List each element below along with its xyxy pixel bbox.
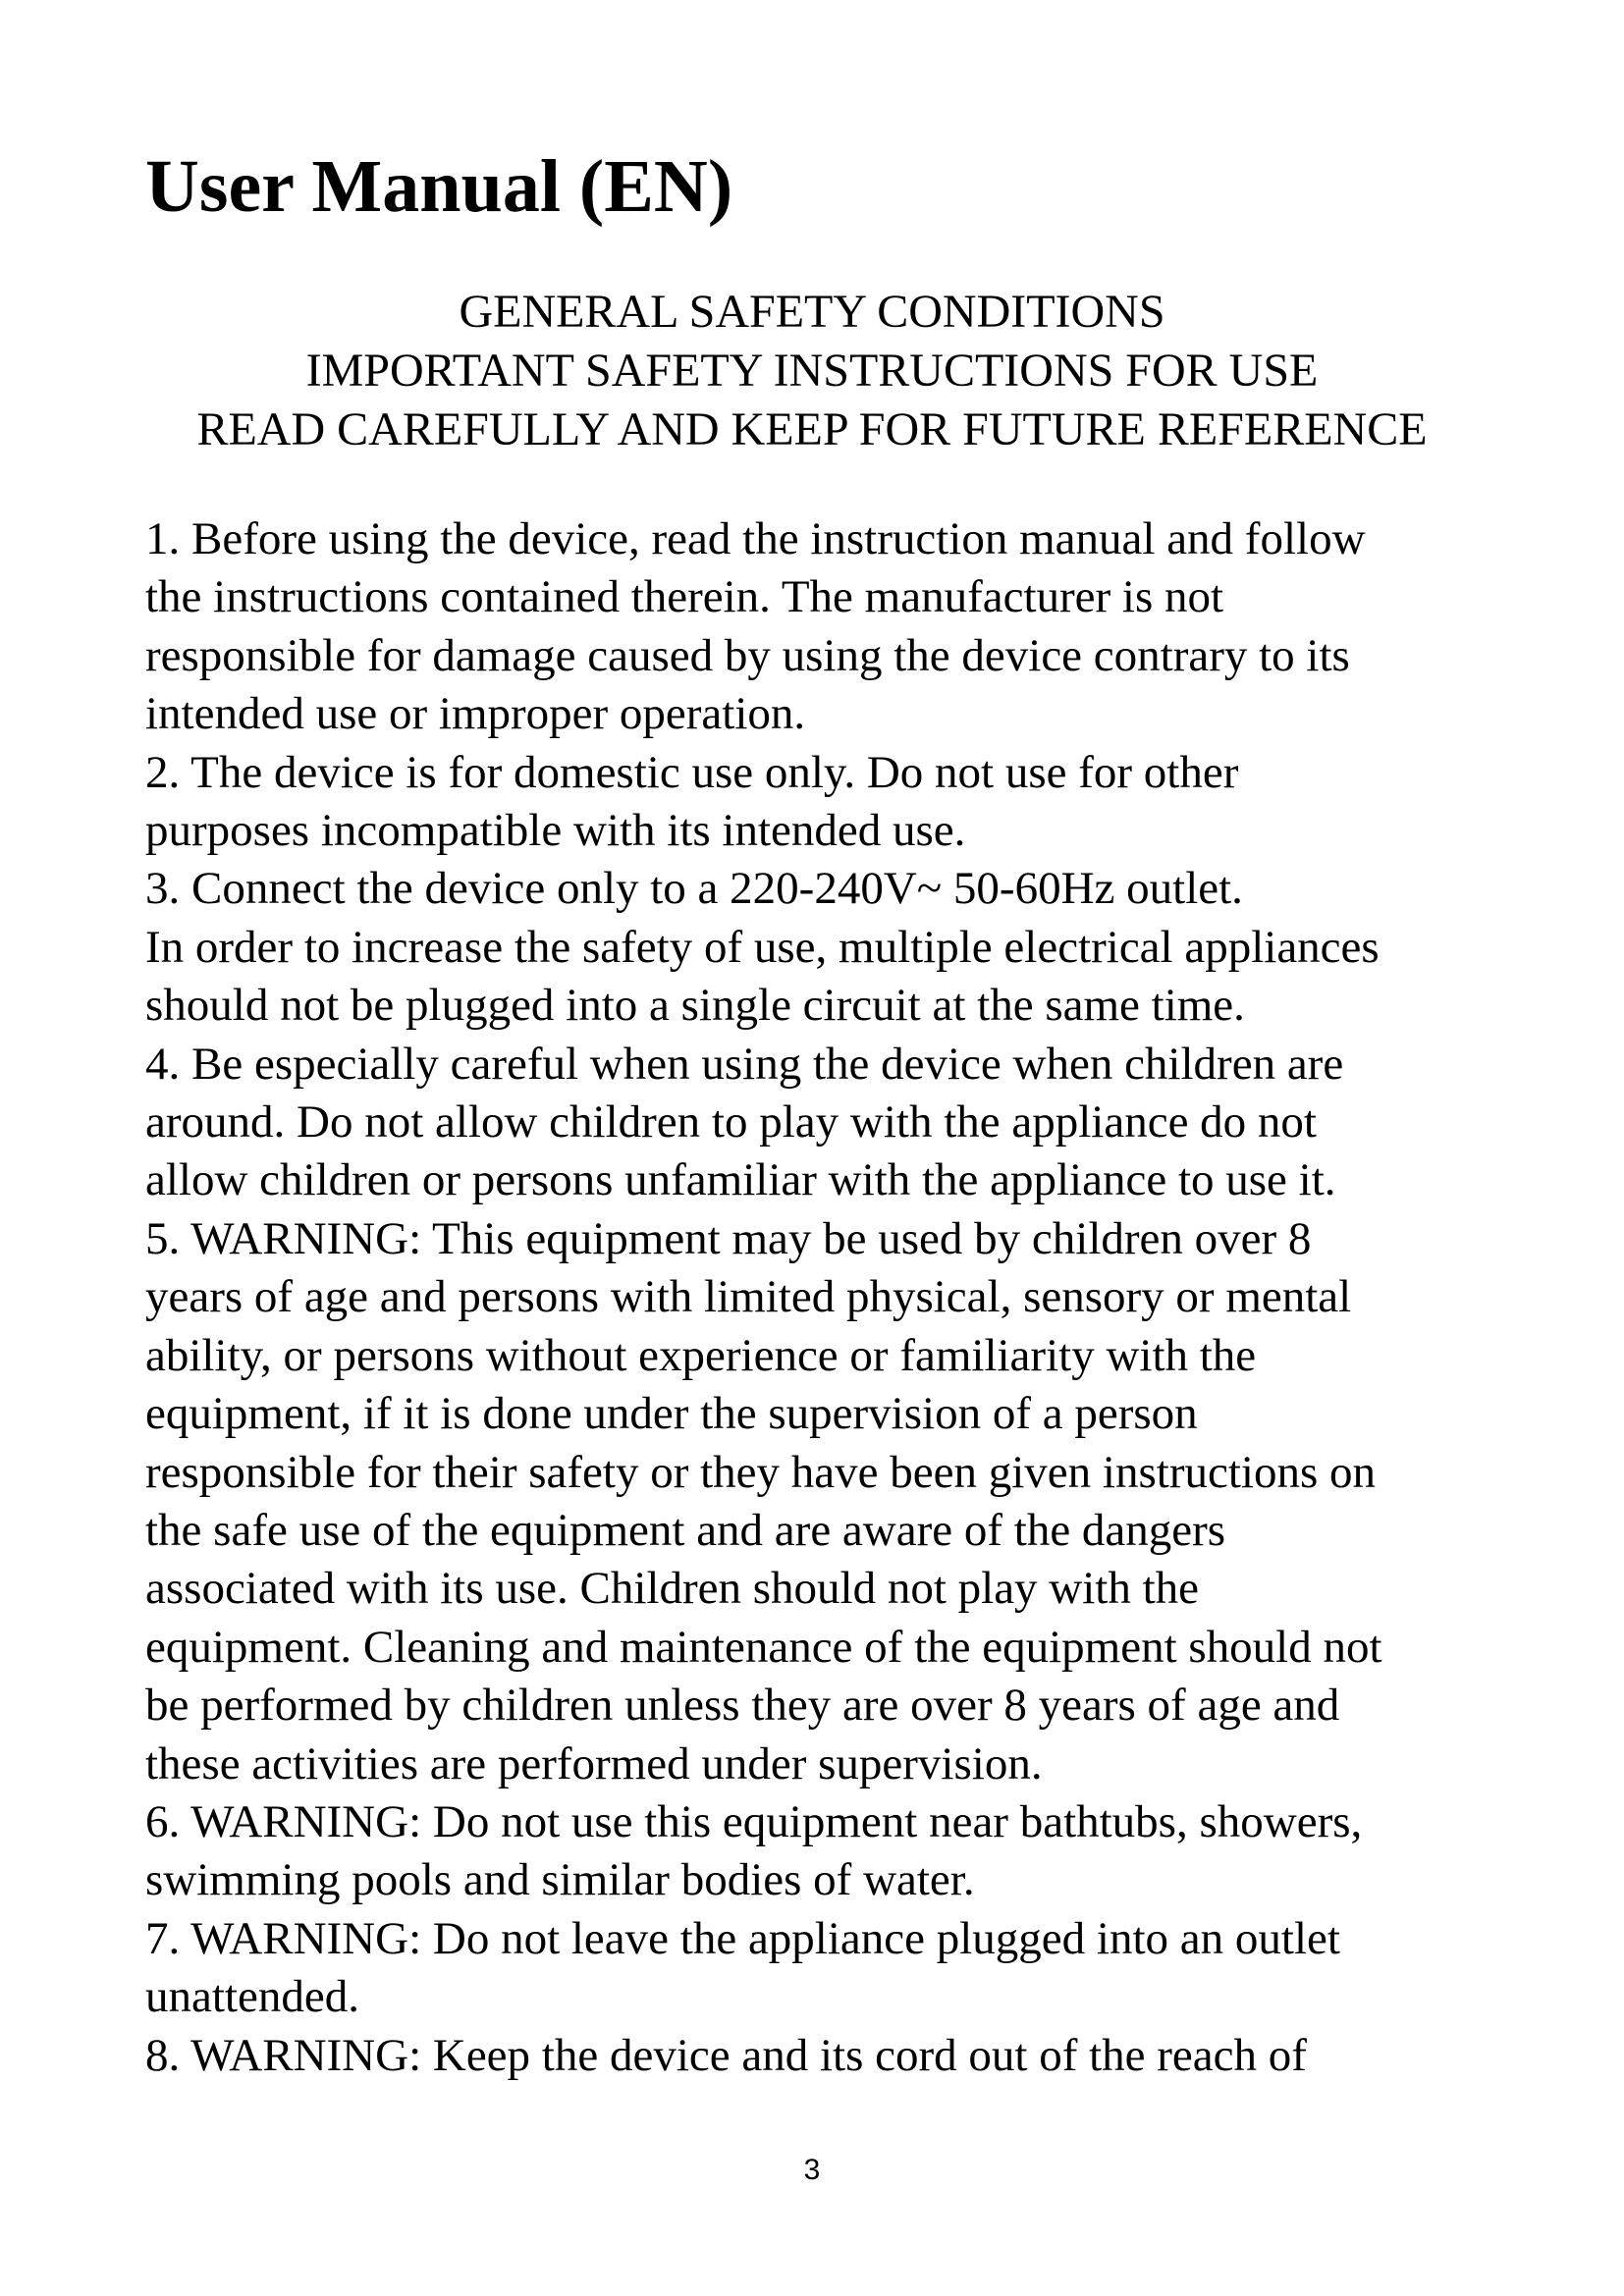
safety-headings	[98, 283, 1526, 459]
text-line: associated with its use. Children should not play with the	[145, 1563, 1200, 1615]
text-line: years of age and persons with limited physical, sensory or mental	[145, 1271, 1352, 1323]
text-line: 2. The device is for domestic use only. Do not use for other	[145, 746, 1239, 798]
text-line: 6. WARNING: Do not use this equipment near bathtubs, showers,	[145, 1795, 1363, 1847]
text-line: 3. Connect the device only to a 220-240V~ 50-60Hz outlet.	[145, 863, 1243, 915]
text-line: purposes incompatible with its intended use.	[145, 805, 966, 857]
text-line: the safe use of the equipment and are aware of the dangers	[145, 1504, 1226, 1556]
safety-instructions-body	[145, 510, 1530, 2085]
text-line: allow children or persons unfamiliar with the appliance to use it.	[145, 1154, 1336, 1206]
page-title: User Manual (EN)	[145, 145, 733, 228]
text-line: equipment. Cleaning and maintenance of the equipment should not	[145, 1621, 1382, 1673]
text-line: 7. WARNING: Do not leave the appliance plugged into an outlet	[145, 1912, 1340, 1964]
text-line: 5. WARNING: This equipment may be used by children over 8	[145, 1212, 1312, 1264]
text-line: 1. Before using the device, read the instruction manual and follow	[145, 513, 1366, 564]
text-line: 8. WARNING: Keep the device and its cord out of the reach of	[145, 2029, 1307, 2081]
text-line: 4. Be especially careful when using the device when children are	[145, 1038, 1344, 1090]
text-line: swimming pools and similar bodies of water.	[145, 1854, 975, 1906]
text-line: should not be plugged into a single circuit at the same time.	[145, 980, 1245, 1032]
text-line: In order to increase the safety of use, multiple electrical appliances	[145, 921, 1380, 973]
text-line: responsible for their safety or they have been given instructions on	[145, 1446, 1376, 1498]
text-line: equipment, if it is done under the supervision of a person	[145, 1388, 1198, 1440]
heading-read-carefully: READ CAREFULLY AND KEEP FOR FUTURE REFERENCE	[196, 403, 1428, 455]
text-line: ability, or persons without experience or familiarity with the	[145, 1329, 1257, 1381]
text-line: these activities are performed under supervision.	[145, 1737, 1043, 1789]
text-line: intended use or improper operation.	[145, 688, 806, 740]
heading-general-safety: GENERAL SAFETY CONDITIONS	[459, 286, 1165, 338]
page-number: 3	[803, 2154, 821, 2186]
text-line: responsible for damage caused by using the device contrary to its	[145, 629, 1350, 681]
text-line: the instructions contained therein. The manufacturer is not	[145, 571, 1224, 623]
heading-important-instructions: IMPORTANT SAFETY INSTRUCTIONS FOR USE	[305, 345, 1319, 397]
text-line: unattended.	[145, 1971, 359, 2023]
text-line: around. Do not allow children to play with the appliance do not	[145, 1096, 1317, 1148]
text-line: be performed by children unless they are over 8 years of age and	[145, 1680, 1340, 1732]
